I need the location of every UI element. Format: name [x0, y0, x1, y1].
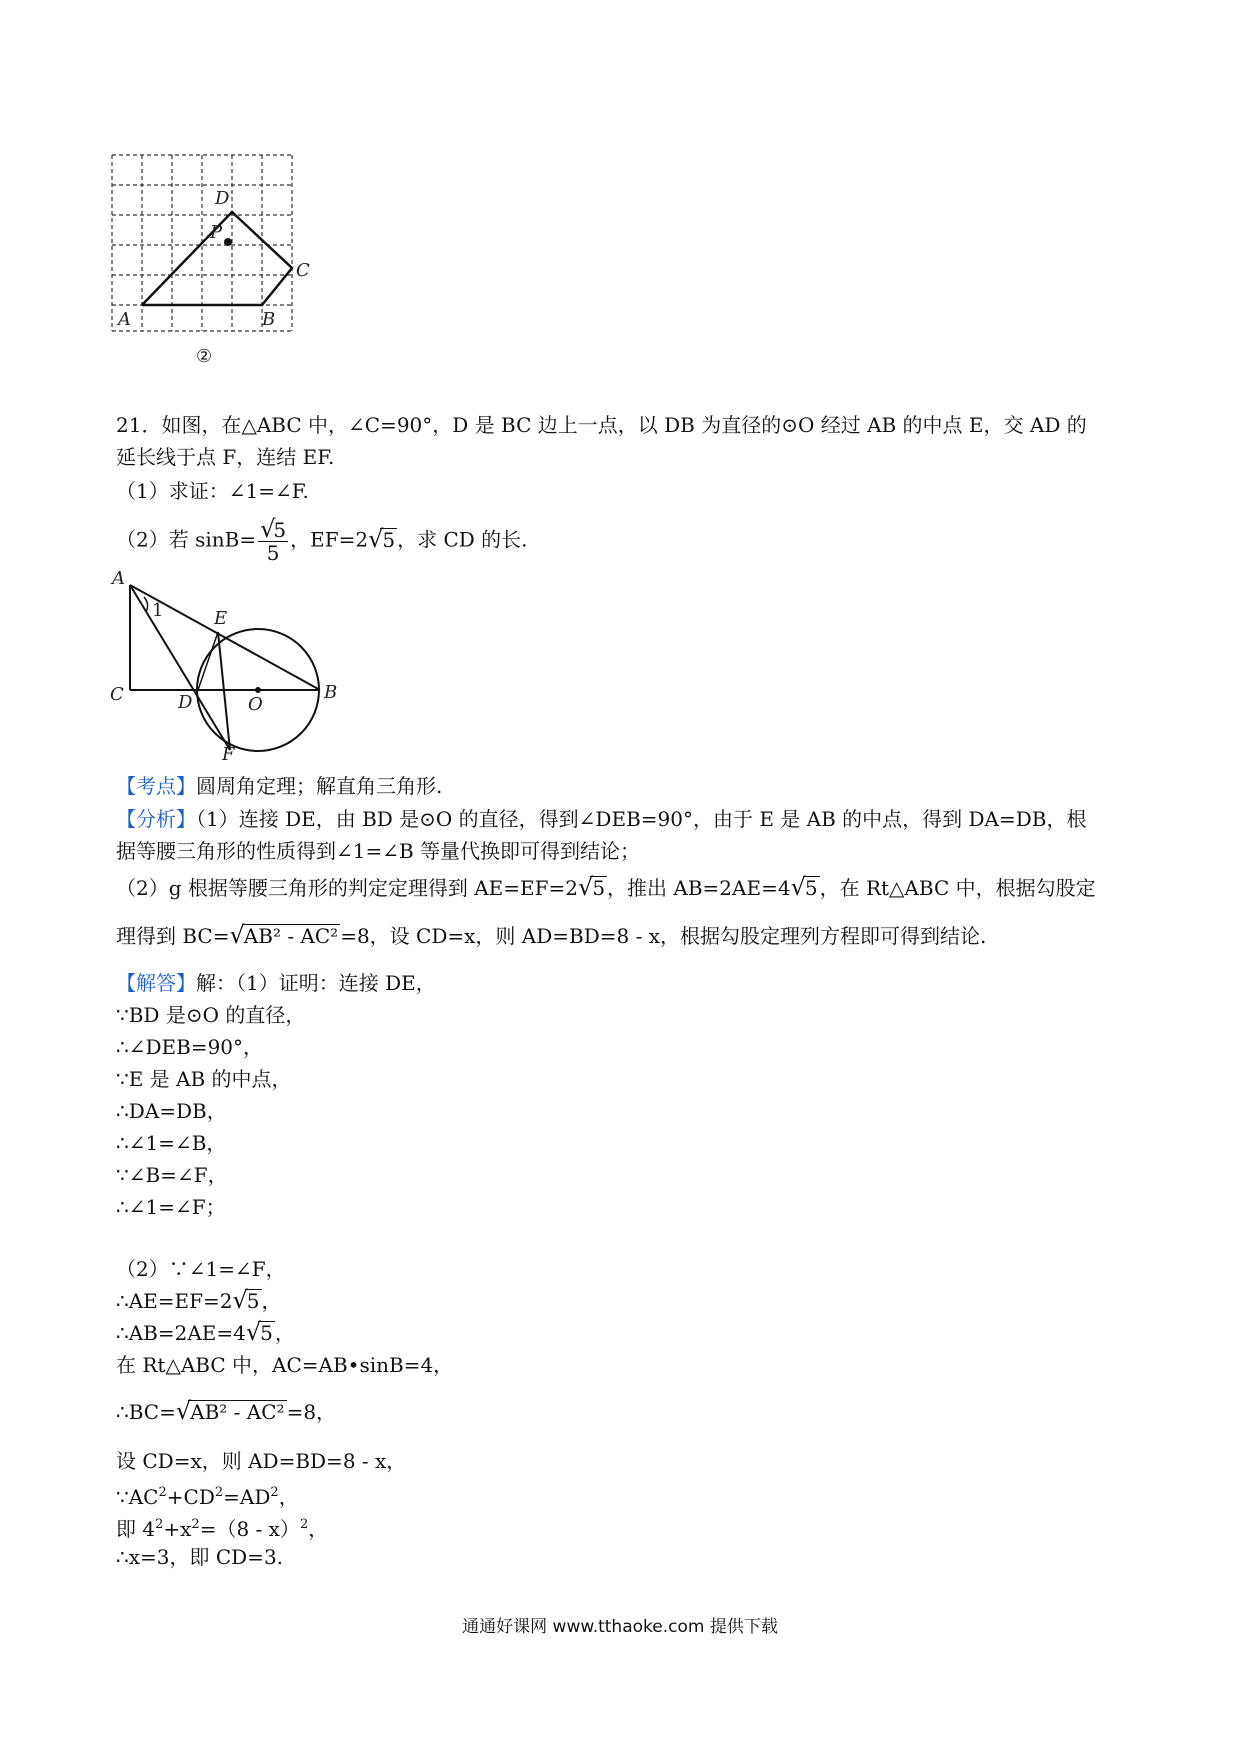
- radical-bc: AB² - AC²: [243, 924, 339, 948]
- jieda-tag: 【解答】: [116, 971, 196, 995]
- jieda-line: ∵BD 是⊙O 的直径，: [116, 1003, 306, 1027]
- label-c: C: [296, 260, 310, 281]
- fenxi-line2: 据等腰三角形的性质得到∠1=∠B 等量代换即可得到结论；: [116, 839, 641, 863]
- jieda-p2-5: ∴BC=√AB² - AC² =8，: [116, 1397, 337, 1425]
- jieda-p2-9: ∴x=3，即 CD=3.: [116, 1545, 284, 1569]
- jieda-p2-3: ∴AB=2AE=4√5 ，: [116, 1318, 295, 1346]
- sinb-denominator: 5: [266, 541, 280, 565]
- kaodian-tag: 【考点】: [116, 774, 196, 798]
- fenxi-line4: 理得到 BC=√AB² - AC² =8，设 CD=x，则 AD=BD=8 - x，根据勾股定理列方程即可得到结论.: [116, 921, 987, 949]
- label-b: B: [324, 682, 338, 703]
- jieda-line: ∵∠B=∠F，: [116, 1163, 228, 1187]
- jieda-line: ∴∠1=∠F；: [116, 1195, 226, 1219]
- part2-text-c: ，求 CD 的长.: [397, 527, 528, 552]
- jieda-p2-6: 设 CD=x，则 AD=BD=8 - x，: [116, 1449, 407, 1473]
- radical-2: 5: [804, 876, 818, 900]
- figure-caption: ②: [196, 346, 213, 367]
- jieda-p2-7: $\because AC^2+CD^2=AD^2$，: [116, 1485, 299, 1509]
- part2-text-b: ，EF=2: [290, 527, 369, 552]
- q21-part1: （1）求证：∠1=∠F.: [116, 479, 309, 503]
- label-c: C: [110, 684, 124, 705]
- jieda-line: ∵E 是 AB 的中点，: [116, 1067, 292, 1091]
- fenxi-line3: （2）g 根据等腰三角形的判定定理得到 AE=EF=2√5 ，推出 AB=2AE=4√5 ，在 Rt△ABC 中，根据勾股定: [116, 873, 1096, 901]
- jieda-first: 【解答】解：（1）证明：连接 DE，: [116, 971, 436, 995]
- center-o: [255, 687, 261, 693]
- sinb-fraction: [258, 515, 288, 565]
- kaodian-text: 圆周角定理；解直角三角形.: [196, 774, 443, 798]
- jieda-p2-4: 在 Rt△ABC 中，AC=AB•sinB=4，: [116, 1353, 454, 1377]
- radical-1: 5: [592, 876, 606, 900]
- sinb-numerator: √5: [260, 515, 287, 543]
- q21-line1: 21．如图，在△ABC 中，∠C=90°，D 是 BC 边上一点，以 DB 为直径的⊙O 经过 AB 的中点 E，交 AD 的: [116, 413, 1087, 437]
- jieda-p2-2: ∴AE=EF=2√5 ，: [116, 1286, 282, 1314]
- label-o: O: [248, 694, 263, 715]
- label-f: F: [222, 744, 235, 760]
- page-footer: 通通好课网 www.tthaoke.com 提供下载: [462, 1617, 778, 1637]
- q21-part2: （2）若 sinB= $\frac{√5}{5}$ ，EF=2√5 ，求 CD 的长.: [116, 515, 528, 565]
- fenxi-tag: 【分析】: [116, 807, 196, 831]
- q21-line2: 延长线于点 F，连结 EF.: [116, 445, 335, 469]
- kaodian: [116, 773, 442, 799]
- part2-text-a: （2）若 sinB=: [116, 527, 257, 552]
- label-d: D: [178, 692, 193, 713]
- jieda-p2-8: 即 $4^2+x^2=(8 - x)^2$，: [116, 1517, 329, 1541]
- jieda-line: ∴∠DEB=90°，: [116, 1035, 264, 1059]
- label-e: E: [214, 608, 228, 629]
- label-one: 1: [152, 600, 164, 621]
- label-d: D: [215, 188, 230, 209]
- point-p: [224, 238, 232, 246]
- fenxi-text1: （1）连接 DE，由 BD 是⊙O 的直径，得到∠DEB=90°，由于 E 是 AB 的中点，得到 DA=DB，根: [196, 807, 1087, 831]
- label-a: A: [112, 570, 125, 589]
- jieda-line: ∴DA=DB，: [116, 1099, 227, 1123]
- label-p: P: [210, 222, 223, 243]
- jieda-p2-1: （2）∵∠1=∠F，: [116, 1257, 286, 1281]
- jieda-line: ∴∠1=∠B，: [116, 1131, 227, 1155]
- label-b: B: [262, 309, 276, 330]
- fenxi-line1: [116, 806, 1086, 832]
- grid-figure: [110, 150, 330, 375]
- ef-radical: 5: [382, 527, 396, 552]
- circle-triangle-figure: [110, 570, 350, 760]
- label-a: A: [118, 309, 131, 330]
